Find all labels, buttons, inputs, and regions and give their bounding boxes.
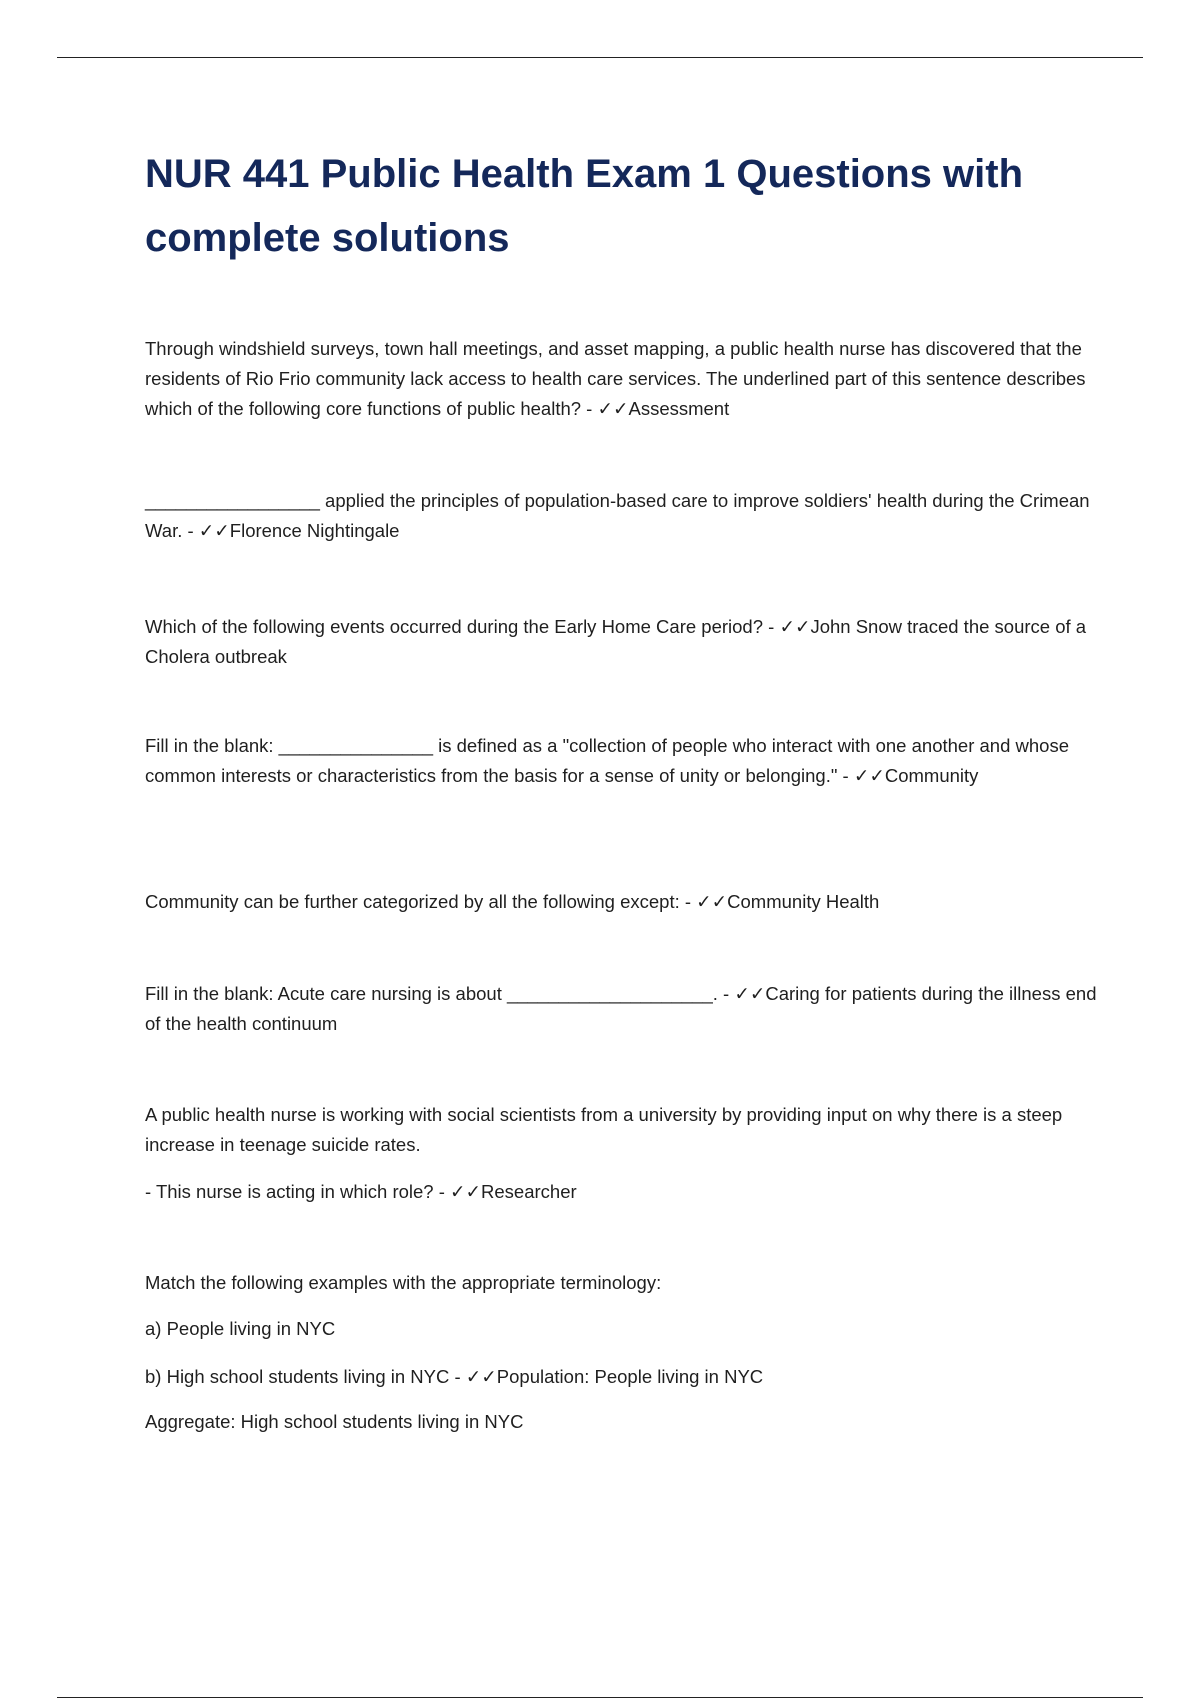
question-researcher-stem: A public health nurse is working with social scientists from a university by providing input on why there is a steep increase in teenage suicide rates. <box>145 1104 1063 1155</box>
question-match-stem: Match the following examples with the appropriate terminology: <box>145 1272 662 1293</box>
question-early-home-care: Which of the following events occurred during the Early Home Care period? - ✓✓John Snow traced the source of a Cholera outbreak <box>145 616 1087 667</box>
top-rule <box>57 57 1143 58</box>
question-community-categories: Community can be further categorized by all the following except: - ✓✓Community Health <box>145 891 880 912</box>
question-acute-care: Fill in the blank: Acute care nursing is about ____________________. - ✓✓Caring for patients during the illness end of the health continuum <box>145 983 1097 1034</box>
document-title: NUR 441 Public Health Exam 1 Questions with complete solutions <box>145 152 1024 260</box>
match-answer-aggregate: Aggregate: High school students living in NYC <box>145 1411 524 1432</box>
question-assessment: Through windshield surveys, town hall meetings, and asset mapping, a public health nurse has discovered that the residents of Rio Frio community lack access to health care services. The underlined part of this sentence describes which of the following core functions of public health? - ✓✓Assessment <box>145 338 1086 419</box>
bottom-rule <box>57 1697 1143 1698</box>
match-option-b: b) High school students living in NYC - ✓✓Population: People living in NYC <box>145 1366 764 1387</box>
match-option-a: a) People living in NYC <box>145 1318 336 1339</box>
question-community-definition: Fill in the blank: _______________ is defined as a "collection of people who interact with one another and whose common interests or characteristics from the basis for a sense of unity or belonging." - ✓✓Community <box>145 735 1069 786</box>
question-nightingale: _________________ applied the principles of population-based care to improve soldiers' health during the Crimean War. - ✓✓Florence Nightingale <box>145 490 1090 541</box>
question-researcher-answer: - This nurse is acting in which role? - ✓✓Researcher <box>145 1181 577 1202</box>
